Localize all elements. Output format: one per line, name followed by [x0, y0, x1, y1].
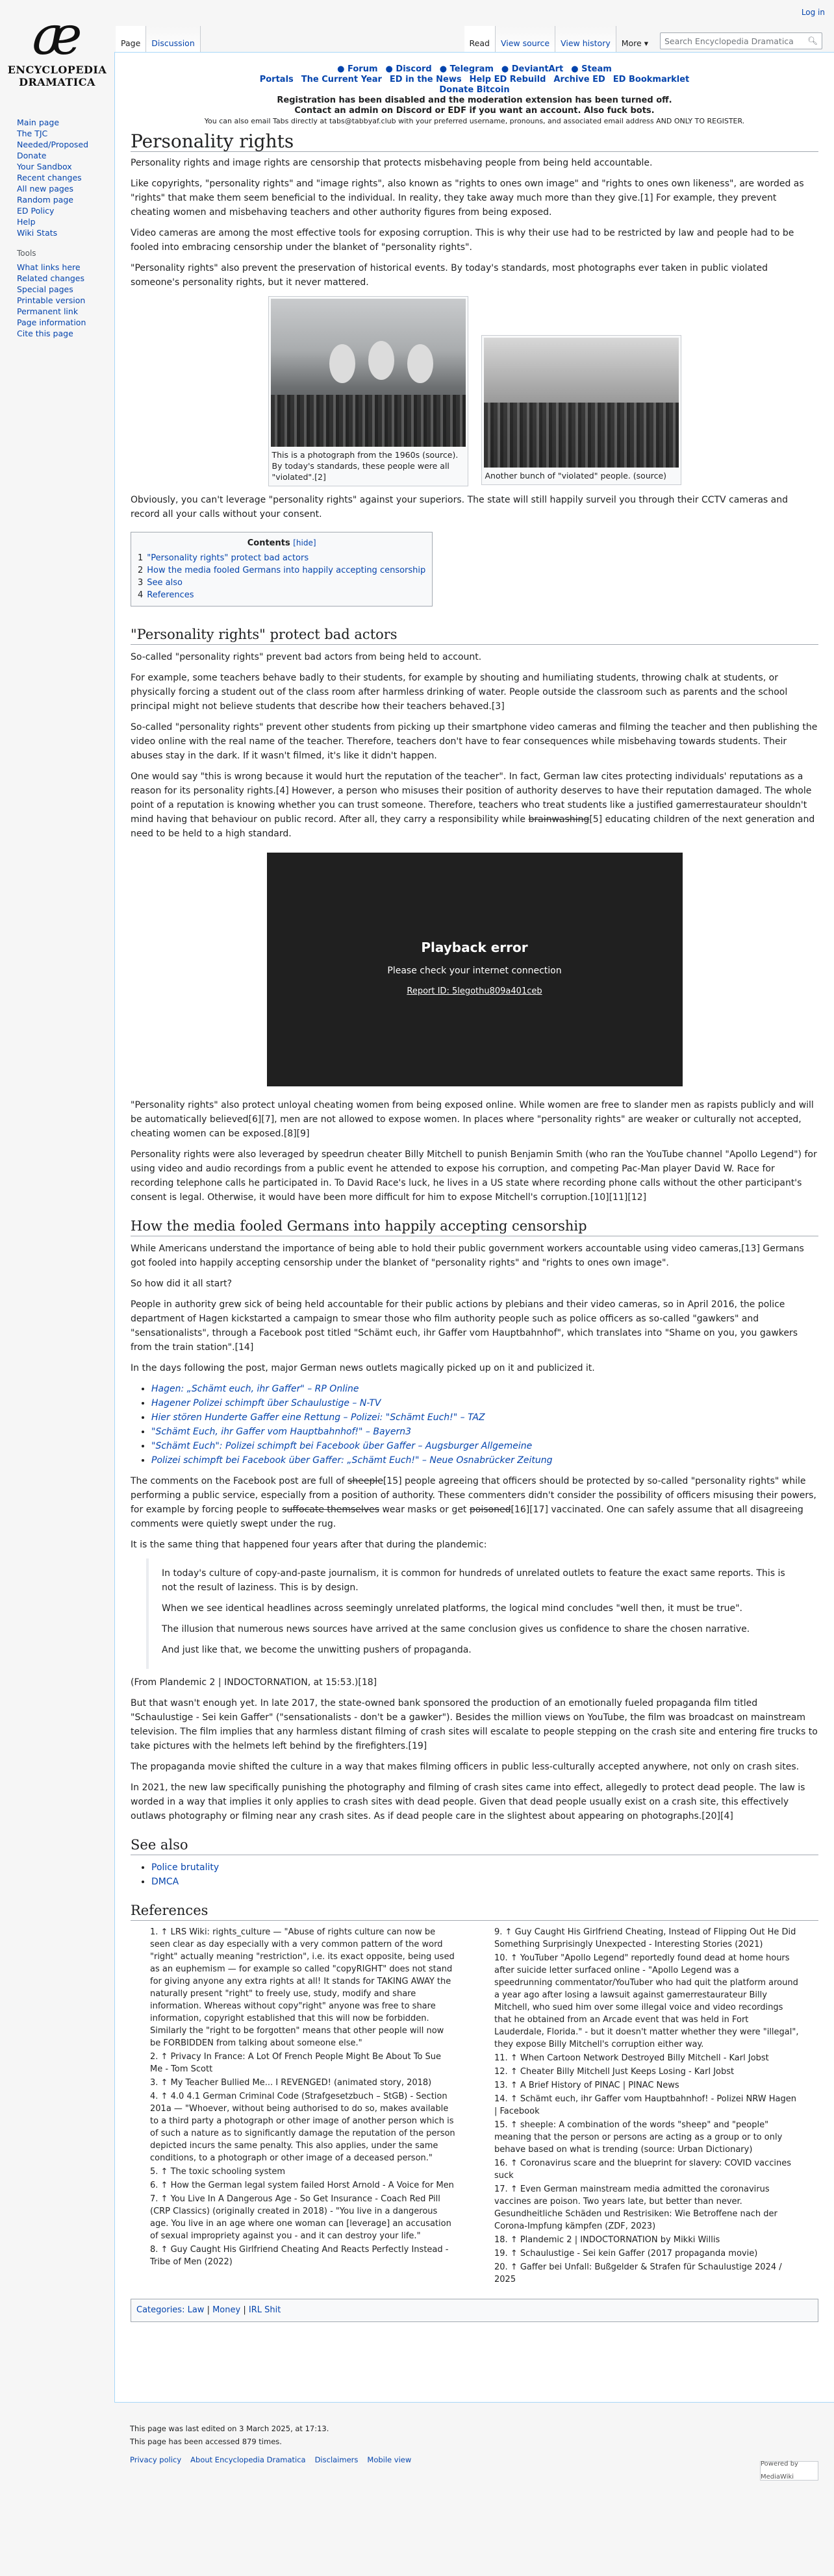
- s1-p4-strike: brainwashing: [528, 814, 590, 825]
- tab-page[interactable]: Page: [116, 26, 146, 52]
- reference-number: 13.: [494, 2081, 511, 2090]
- s1-p2: For example, some teachers behave badly to their students, for example by shouting and humiliating students, throwing chalk at students, or physically forcing a student out of the class room after harmless drinking of water. People outside the classroom such as parents and the school principal might not believe students that describe how their teachers behaved.[3]: [131, 673, 788, 712]
- reference-text: ↑ Schaulustige - Sei kein Gaffer (2017 propaganda movie): [510, 2249, 758, 2258]
- sidebar-tool-item: [17, 328, 114, 339]
- s2-p2: So how did it all start?: [131, 1279, 233, 1289]
- reference-item: [150, 2179, 455, 2192]
- toc-item[interactable]: [138, 552, 425, 564]
- toc-link[interactable]: How the media fooled Germans into happily accepting censorship: [147, 566, 426, 575]
- s2-p8: The propaganda movie shifted the culture in a way that makes filming officers in public less-culturally accepted anywhere, not only on crash sites.: [131, 1762, 800, 1772]
- news-link[interactable]: "Schämt Euch, ihr Gaffer vom Hauptbahnhof!" – Bayern3: [151, 1427, 412, 1437]
- logo-line2: DRAMATICA: [19, 76, 95, 88]
- section-heading-see-also: See also: [131, 1838, 818, 1855]
- see-also-item: [151, 1860, 818, 1875]
- notice-link[interactable]: ● Forum: [337, 64, 378, 74]
- toc-number: 3: [138, 578, 144, 588]
- news-link[interactable]: Hagen: „Schämt euch, ihr Gaffer" – RP Online: [151, 1384, 359, 1394]
- reference-item: [150, 1926, 455, 2049]
- footer-link[interactable]: Privacy policy: [130, 2455, 182, 2464]
- s2-p1: While Americans understand the importance of being able to hold their public government workers accountable using video cameras,[13] Germans got fooled into happily accepting censorship under the blanket of "personality rights" and "rights to ones own image".: [131, 1244, 804, 1268]
- reference-text: ↑ LRS Wiki: rights_culture — "Abuse of rights culture can now be seen clear as day especially with a very common pattern of the word "right" actually meaning "restriction", i.e. its exact opposite, being used as an euphemism — for example so called "copyRIGHT" does not stand for giving anyone any extra rights at all! It stands for TAKING AWAY the naturally present "right" to freely use, study, modify and share information. Whereas without copy"right" anyone was free to share information, copyright established that this will now be forbidden. Similarly the "right to be forgotten" means that other people will now be FORBIDDEN from talking about someone else.": [150, 1927, 455, 2048]
- footer-links: [130, 2453, 818, 2466]
- quote-paragraph: When we see identical headlines across seemingly unrelated platforms, the logical mind concludes "well then, it must be true".: [162, 1603, 742, 1614]
- reference-item: [150, 2244, 455, 2268]
- reference-text: ↑ 4.0 4.1 German Criminal Code (Strafgesetzbuch – StGB) - Section 201a — "Whoever, without being authorised to do so, makes available to a third party a photograph or other image of another person which is of such a nature as to significantly damage the reputation of the person depicted incurs the same penalty. This also applies, under the same conditions, to a photograph or other image of a deceased person.": [150, 2092, 455, 2163]
- site-notice: [131, 64, 818, 127]
- sidebar: [0, 117, 114, 339]
- reference-item: [494, 2157, 800, 2182]
- quote-source: (From Plandemic 2 | INDOCTORNATION, at 15:53.)[18]: [131, 1677, 377, 1688]
- toc-number: 1: [138, 553, 144, 563]
- sidebar-tool-item: [17, 317, 114, 328]
- s1-p3: So-called "personality rights" prevent other students from picking up their smartphone video cameras and filming the teacher and then publishing the video online with the real name of the teacher. Therefore, teachers don't have to fear consequences while misbehaving towards students. Their abuses stay in the dark. If it wasn't filmed, it's like it didn't happen.: [131, 722, 818, 761]
- table-of-contents: [131, 532, 433, 606]
- reference-number: 9.: [494, 1927, 505, 1937]
- sidebar-nav: [17, 117, 114, 238]
- sidebar-link[interactable]: All new pages: [17, 184, 74, 194]
- reference-number: 18.: [494, 2235, 511, 2245]
- more-menu[interactable]: More ▾: [621, 38, 648, 48]
- notice-registration: Registration has been disabled and the moderation extension has been turned off.: [277, 95, 672, 105]
- s2-p5-c: wear masks or get: [379, 1505, 470, 1515]
- toc-number: 4: [138, 590, 144, 600]
- sidebar-link[interactable]: Needed/Proposed: [17, 140, 89, 149]
- reference-item: [494, 2093, 800, 2118]
- news-item: [151, 1439, 818, 1453]
- toc-hide-toggle[interactable]: [hide]: [293, 538, 316, 547]
- reference-item: [494, 2079, 800, 2092]
- photo-bw-crowd[interactable]: [484, 338, 679, 468]
- tab-view-source[interactable]: View source: [496, 26, 555, 52]
- site-logo[interactable]: [0, 0, 114, 104]
- reference-item: [150, 2051, 455, 2075]
- reference-item: [494, 2066, 800, 2078]
- reference-number: 1.: [150, 1927, 161, 1937]
- category-links: Categories: Law | Money | IRL Shit: [131, 2299, 818, 2322]
- news-link[interactable]: Polizei schimpft bei Facebook über Gaffer: „Schämt Euch!" – Neue Osnabrücker Zeitung: [151, 1455, 553, 1466]
- notice-link[interactable]: Help ED Rebuild: [469, 75, 546, 84]
- s1-p4-part2: [5] educating children of the next generation and need to be held to a high standard.: [131, 814, 815, 839]
- reference-number: 15.: [494, 2120, 511, 2130]
- reference-item: [150, 2090, 455, 2164]
- toc-list: [138, 552, 425, 601]
- sidebar-link[interactable]: The TJC: [17, 129, 48, 138]
- toc-link[interactable]: References: [147, 590, 194, 600]
- sidebar-link[interactable]: Your Sandbox: [17, 162, 72, 171]
- page-title: Personality rights: [131, 134, 818, 152]
- sidebar-tool-link[interactable]: Special pages: [17, 284, 73, 294]
- sidebar-item: [17, 139, 114, 150]
- news-item: [151, 1396, 818, 1410]
- category-link[interactable]: Money: [212, 2305, 241, 2315]
- news-link[interactable]: Hier stören Hunderte Gaffer eine Rettung – Polizei: "Schämt Euch!" – TAZ: [151, 1412, 485, 1423]
- sidebar-item: [17, 194, 114, 205]
- sidebar-tool-item: [17, 295, 114, 306]
- reference-number: 20.: [494, 2262, 511, 2272]
- search-input[interactable]: [660, 32, 822, 49]
- s2-p4: In the days following the post, major German news outlets magically picked up on it and publicized it.: [131, 1363, 595, 1373]
- reference-text: ↑ My Teacher Bullied Me... I REVENGED! (animated story, 2018): [160, 2078, 432, 2088]
- reference-number: 16.: [494, 2158, 511, 2168]
- sidebar-link[interactable]: ED Policy: [17, 206, 55, 216]
- sidebar-item: [17, 216, 114, 227]
- toc-number: 2: [138, 566, 144, 575]
- sidebar-item: [17, 150, 114, 161]
- reference-text: ↑ Privacy In France: A Lot Of French People Might Be About To Sue Me - Tom Scott: [150, 2052, 442, 2074]
- reference-item: [494, 1926, 800, 1951]
- section-heading-media: How the media fooled Germans into happily accepting censorship: [131, 1219, 818, 1236]
- reference-text: ↑ Plandemic 2 | INDOCTORNATION by Mikki Willis: [510, 2235, 720, 2245]
- reference-text: ↑ Guy Caught His Girlfriend Cheating, Instead of Flipping Out He Did Something Surprisingly Unexpected - Interesting Stories (2021): [494, 1927, 796, 1949]
- notice-link[interactable]: ● Steam: [571, 64, 612, 74]
- sidebar-link[interactable]: Help: [17, 217, 36, 227]
- reference-number: 19.: [494, 2249, 511, 2258]
- reference-number: 7.: [150, 2194, 161, 2204]
- tab-view-history[interactable]: View history: [555, 26, 616, 52]
- reference-item: [494, 1952, 800, 2051]
- sidebar-link[interactable]: Main page: [17, 118, 60, 127]
- reference-number: 8.: [150, 2245, 161, 2255]
- namespace-tabs: [116, 26, 201, 52]
- notice-link[interactable]: ● Discord: [385, 64, 432, 74]
- reference-text: ↑ The toxic schooling system: [160, 2167, 286, 2177]
- notice-link[interactable]: ● Telegram: [439, 64, 494, 74]
- see-also-link[interactable]: Police brutality: [151, 1862, 220, 1873]
- toc-item[interactable]: [138, 577, 425, 589]
- reference-text: ↑ Even German mainstream media admitted the coronavirus vaccines are poison. Two years late, but better than never. Gesundheitliche Schäden und Restrisiken: Wie Betroffene nach der Corona-Impfung kämpfen (ZDF, 2023): [494, 2184, 777, 2231]
- s1-p4-part1: One would say "this is wrong because it would hurt the reputation of the teacher". In fact, German law cites protecting individuals' reputations as a reason for its personality rights.[4] However, a person who misuses their position of authority deserves to have their reputation damaged. The whole point of a reputation is knowing whether you can trust someone. Therefore, teachers who treat students like a justified gamerrestaurateur shouldn't mind having that behaviour on public record. After all, they carry a responsibility while: [131, 771, 812, 825]
- reference-number: 2.: [150, 2052, 161, 2062]
- section-heading-bad-actors: "Personality rights" protect bad actors: [131, 627, 818, 645]
- footer-link[interactable]: About Encyclopedia Dramatica: [190, 2455, 306, 2464]
- s1-p1: So-called "personality rights" prevent bad actors from being held to account.: [131, 652, 482, 662]
- reference-text: ↑ When Cartoon Network Destroyed Billy Mitchell - Karl Jobst: [510, 2053, 769, 2063]
- reference-number: 5.: [150, 2167, 161, 2177]
- thumbnail-caption: This is a photograph from the 1960s (source). By today's standards, these people were all "violated".[2]: [272, 450, 459, 482]
- categories-label[interactable]: Categories:: [136, 2305, 185, 2315]
- reference-item: [494, 2052, 800, 2064]
- blockquote: [146, 1558, 803, 1669]
- s2-p5: [131, 1474, 818, 1531]
- toc-title: Contents: [247, 538, 290, 548]
- sidebar-tool-item: [17, 273, 114, 284]
- section-heading-references: References: [131, 1903, 818, 1921]
- thumbnail-crowd: [481, 335, 681, 485]
- quote-paragraph: And just like that, we become the unwitting pushers of propaganda.: [162, 1645, 472, 1655]
- see-also-link[interactable]: DMCA: [151, 1877, 179, 1887]
- sidebar-tool-link[interactable]: Permanent link: [17, 306, 79, 316]
- s2-p5-d: [16][17] vaccinated. One can safely assume that all disagreeing comments were quietly swept under the rug.: [131, 1505, 803, 1529]
- reference-text: ↑ Cheater Billy Mitchell Just Keeps Losing - Karl Jobst: [510, 2067, 735, 2077]
- s2-p3: People in authority grew sick of being held accountable for their public actions by plebians and their video cameras, so in April 2016, the police department of Hagen kickstarted a campaign to smear those who film authority people such as police officers as so-called "gawkers" and "sensationalists", through a Facebook post titled "Schämt euch, ihr Gaffer vom Hauptbahnhof", which translates into "Shame on you, you gawkers from the train station".[14]: [131, 1299, 798, 1353]
- reference-number: 3.: [150, 2078, 161, 2088]
- reference-text: ↑ How the German legal system failed Horst Arnold - A Voice for Men: [160, 2181, 454, 2190]
- see-also-list: [142, 1860, 818, 1889]
- s2-p6: It is the same thing that happened four years after that during the plandemic:: [131, 1540, 487, 1550]
- sidebar-tool-item: [17, 306, 114, 317]
- category-link[interactable]: IRL Shit: [248, 2305, 281, 2315]
- intro-p1: Personality rights and image rights are censorship that protects misbehaving people from being held accountable.: [131, 158, 653, 168]
- search-icon[interactable]: 🔍︎: [807, 36, 818, 45]
- reference-number: 10.: [494, 1953, 511, 1963]
- notice-contact: Contact an admin on Discord or EDF if you want an account. Also fuck bots.: [294, 106, 655, 116]
- donate-link[interactable]: Donate Bitcoin: [439, 85, 510, 95]
- video-error-message: Please check your internet connection: [387, 966, 562, 976]
- notice-email: You can also email Tabs directly at tabs@tabbyaf.club with your preferred username, pronouns, and associated email address AND ONLY TO REGISTER.: [204, 117, 745, 125]
- reference-text: ↑ Schämt euch, ihr Gaffer vom Hauptbahnhof! - Polizei NRW Hagen | Facebook: [494, 2094, 796, 2116]
- sidebar-link[interactable]: Donate: [17, 151, 47, 160]
- category-link[interactable]: Law: [187, 2305, 205, 2315]
- sidebar-tool-link[interactable]: Related changes: [17, 273, 84, 283]
- reference-item: [150, 2077, 455, 2089]
- notice-link[interactable]: Archive ED: [553, 75, 605, 84]
- see-also-item: [151, 1875, 818, 1889]
- sidebar-item: [17, 183, 114, 194]
- sidebar-item: [17, 205, 114, 216]
- powered-by-mediawiki-badge[interactable]: Powered by MediaWiki: [760, 2461, 818, 2481]
- sidebar-link[interactable]: Wiki Stats: [17, 228, 58, 238]
- s2-p5-strike3: poisoned: [469, 1505, 511, 1515]
- sidebar-item: [17, 128, 114, 139]
- footer-link[interactable]: Mobile view: [367, 2455, 412, 2464]
- intro-p4: "Personality rights" also prevent the preservation of historical events. By today's standards, most photographs ever taken in public violated someone's personality rights, but it never mattered.: [131, 263, 768, 288]
- sidebar-tool-item: [17, 262, 114, 273]
- reference-number: 14.: [494, 2094, 511, 2104]
- footer-link[interactable]: Disclaimers: [314, 2455, 359, 2464]
- news-item: [151, 1410, 818, 1425]
- sidebar-tool-link[interactable]: Printable version: [17, 295, 86, 305]
- video-error-title: Playback error: [421, 940, 528, 955]
- s1-p6: Personality rights were also leveraged by speedrun cheater Billy Mitchell to punish Benjamin Smith (who ran the YouTube channel "Apollo Legend") for using video and audio recordings from a public event he attended to expose his corruption, and competing Pac-Man player David W. Race for recording telephone calls he participated in. To David Race's luck, he lives in a US state where recording phone calls without the other participant's consent is legal. Otherwise, it would have been more difficult for him to expose Mitchell's corruption.[10][11][12]: [131, 1149, 817, 1203]
- reference-text: ↑ sheeple: A combination of the words "sheep" and "people" meaning that the person or persons are acting as a group or to only behave based on what is trending (source: Urban Dictionary): [494, 2120, 783, 2155]
- personal-tools: [802, 8, 825, 17]
- references-col-left: [131, 1926, 455, 2287]
- news-item: [151, 1382, 818, 1396]
- s2-p5-a: The comments on the Facebook post are full of: [131, 1476, 348, 1486]
- reference-text: ↑ Coronavirus scare and the blueprint for slavery: COVID vaccines suck: [494, 2158, 791, 2181]
- notice-link[interactable]: ED Bookmarklet: [613, 75, 690, 84]
- notice-link[interactable]: ED in the News: [389, 75, 462, 84]
- thumbnail-row: [131, 296, 818, 486]
- reference-text: ↑ A Brief History of PINAC | PINAC News: [510, 2081, 679, 2090]
- tab-read[interactable]: Read: [464, 26, 496, 52]
- footer: [114, 2416, 834, 2481]
- notice-link[interactable]: Portals: [259, 75, 294, 84]
- news-item: [151, 1425, 818, 1439]
- main-content: [114, 52, 834, 2403]
- s1-p4: [131, 769, 818, 841]
- thumbnail-1960s: [268, 296, 468, 486]
- quote-paragraph: The illusion that numerous news sources have arrived at the same conclusion gives us confidence to share the chosen narrative.: [162, 1624, 750, 1634]
- toc-link[interactable]: See also: [147, 578, 183, 588]
- search-placeholder: Search Encyclopedia Dramatica: [664, 36, 794, 46]
- thumbnail-caption: Another bunch of "violated" people. (source): [485, 471, 667, 481]
- news-link[interactable]: "Schämt Euch": Polizei schimpft bei Facebook über Gaffer – Augsburger Allgemeine: [151, 1441, 533, 1451]
- logo-mark: æ: [32, 5, 82, 67]
- sidebar-tool-link[interactable]: Cite this page: [17, 329, 73, 338]
- reference-item: [494, 2234, 800, 2246]
- intro-p2: Like copyrights, "personality rights" and "image rights", also known as "rights to ones own image" and "rights to ones own likeness", are worded as "rights" that make them seem beneficial to the individual. In reality, they take away much more than they give.[1] For example, they prevent cheating women and misbehaving teachers and other authority figures from being exposed.: [131, 179, 804, 218]
- quote-paragraph: In today's culture of copy-and-paste journalism, it is common for hundreds of unrelated outlets to feature the exact same reports. This is not the result of laziness. This is by design.: [162, 1568, 785, 1593]
- reference-text: ↑ You Live In A Dangerous Age - So Get Insurance - Coach Red Pill (CRP Classics) (originally created in 2018) - "You live in a dangerous age. You live in an age where one woman can [leverage] an accusation of sexual impropriety against you - and it can destroy your life.": [150, 2194, 451, 2241]
- toc-item[interactable]: [138, 589, 425, 601]
- intro-p3: Video cameras are among the most effective tools for exposing corruption. This is why their use had to be restricted by law and people had to be fooled into embracing censorship under the blanket of "personality rights".: [131, 228, 794, 253]
- reference-item: [150, 2166, 455, 2178]
- notice-link[interactable]: The Current Year: [301, 75, 382, 84]
- sidebar-tool-link[interactable]: Page information: [17, 318, 86, 327]
- notice-portal-links: [131, 75, 818, 85]
- reference-item: [150, 2193, 455, 2242]
- sidebar-link[interactable]: Recent changes: [17, 173, 82, 182]
- after-thumbs: Obviously, you can't leverage "personality rights" against your superiors. The state will still happily surveil you through their CCTV cameras and record all your calls without your consent.: [131, 495, 789, 519]
- s2-p9: In 2021, the new law specifically punishing the photography and filming of crash sites came into effect, allegedly to protect dead people. The law is worded in a way that implies it only applies to crash sites with dead people. Given that dead people usually exist on a crash site, this effectively outlaws photography or filming near any crash sites. As if dead people care in the slightest about appearing on photographs.[20][4]: [131, 1782, 805, 1821]
- news-list: [142, 1382, 818, 1468]
- reference-item: [494, 2119, 800, 2156]
- reference-text: ↑ Guy Caught His Girlfriend Cheating And Reacts Perfectly Instead - Tribe of Men (2022): [150, 2245, 449, 2267]
- sidebar-link[interactable]: Random page: [17, 195, 73, 205]
- s2-p5-strike1: sheeple: [348, 1476, 383, 1486]
- reference-item: [494, 2247, 800, 2260]
- video-report-id[interactable]: Report ID: 5legothu809a401ceb: [407, 986, 542, 996]
- video-player[interactable]: [267, 853, 683, 1086]
- sidebar-item: [17, 227, 114, 238]
- reference-item: [494, 2183, 800, 2232]
- sidebar-item: [17, 172, 114, 183]
- toc-item[interactable]: [138, 564, 425, 577]
- logo-line1: ENCYCLOPEDIA: [7, 64, 107, 76]
- reference-number: 4.: [150, 2092, 161, 2101]
- tab-discussion[interactable]: Discussion: [146, 26, 200, 52]
- reference-number: 12.: [494, 2067, 511, 2077]
- sidebar-item: [17, 117, 114, 128]
- references: [131, 1926, 818, 2287]
- notice-link[interactable]: ● DeviantArt: [501, 64, 564, 74]
- news-item: [151, 1453, 818, 1468]
- photo-1960s-crowd[interactable]: [271, 299, 466, 447]
- reference-text: ↑ YouTuber "Apollo Legend" reportedly found dead at home hours after suicide letter surfaced online - "Apollo Legend was a speedrunning commentator/YouTuber who had quit the platform around a year ago after losing a lawsuit against gamerrestaurateur Billy Mitchell, who sued him over some illegal voice and video recordings that he obtained from an Arcade event that was held in Fort Lauderdale, Florida." - but it doesn't matter whether they were "illegal", they expose Billy Mitchell's corruption either way.: [494, 1953, 799, 2049]
- reference-number: 11.: [494, 2053, 511, 2063]
- reference-number: 6.: [150, 2181, 161, 2190]
- sidebar-tools-heading: Tools: [17, 249, 36, 258]
- reference-number: 17.: [494, 2184, 511, 2194]
- footer-accessed: This page has been accessed 879 times.: [130, 2437, 282, 2446]
- reference-item: [494, 2261, 800, 2286]
- sidebar-item: [17, 161, 114, 172]
- s2-p5-b: [15] people agreeing that officers should be protected by so-called "personality rights" while performing a public service, especially from a position of authority. These commenters didn't consider the possibility of officers misusing their powers, for example by forcing people to: [131, 1476, 816, 1515]
- sidebar-tool-item: [17, 284, 114, 295]
- login-link[interactable]: Log in: [801, 8, 825, 17]
- news-link[interactable]: Hagener Polizei schimpft über Schaulustige – N-TV: [151, 1398, 381, 1408]
- references-col-right: [475, 1926, 800, 2287]
- s2-p7: But that wasn't enough yet. In late 2017, the state-owned bank sponsored the production of an emotionally fueled propaganda film titled "Schaulustige - Sei kein Gaffer" ("sensationalists - don't be a gawker"). Besides the million views on YouTube, the film was broadcast on mainstream television. The film implies that any harmless distant filming of crash sites will escalate to people stepping on the crash site and entering fire trucks to take pictures with the helmets left behind by the firefighters.[19]: [131, 1698, 818, 1751]
- sidebar-tools: [17, 262, 114, 339]
- reference-text: ↑ Gaffer bei Unfall: Bußgelder & Strafen für Schaulustige 2024 / 2025: [494, 2262, 782, 2284]
- footer-last-edited: This page was last edited on 3 March 2025, at 17:13.: [130, 2424, 329, 2433]
- s2-p5-strike2: suffocate themselves: [282, 1505, 379, 1515]
- view-tabs: [464, 26, 822, 52]
- toc-link[interactable]: "Personality rights" protect bad actors: [147, 553, 309, 563]
- s1-p5: "Personality rights" also protect unloyal cheating women from being exposed online. While women are free to slander men as rapists publicly and will be automatically believed[6][7], men are not allowed to expose women. In places where "personality rights" are weaker or culturally not accepted, cheating women can be exposed.[8][9]: [131, 1100, 814, 1139]
- sidebar-tool-link[interactable]: What links here: [17, 262, 81, 272]
- notice-social-links: [131, 64, 818, 75]
